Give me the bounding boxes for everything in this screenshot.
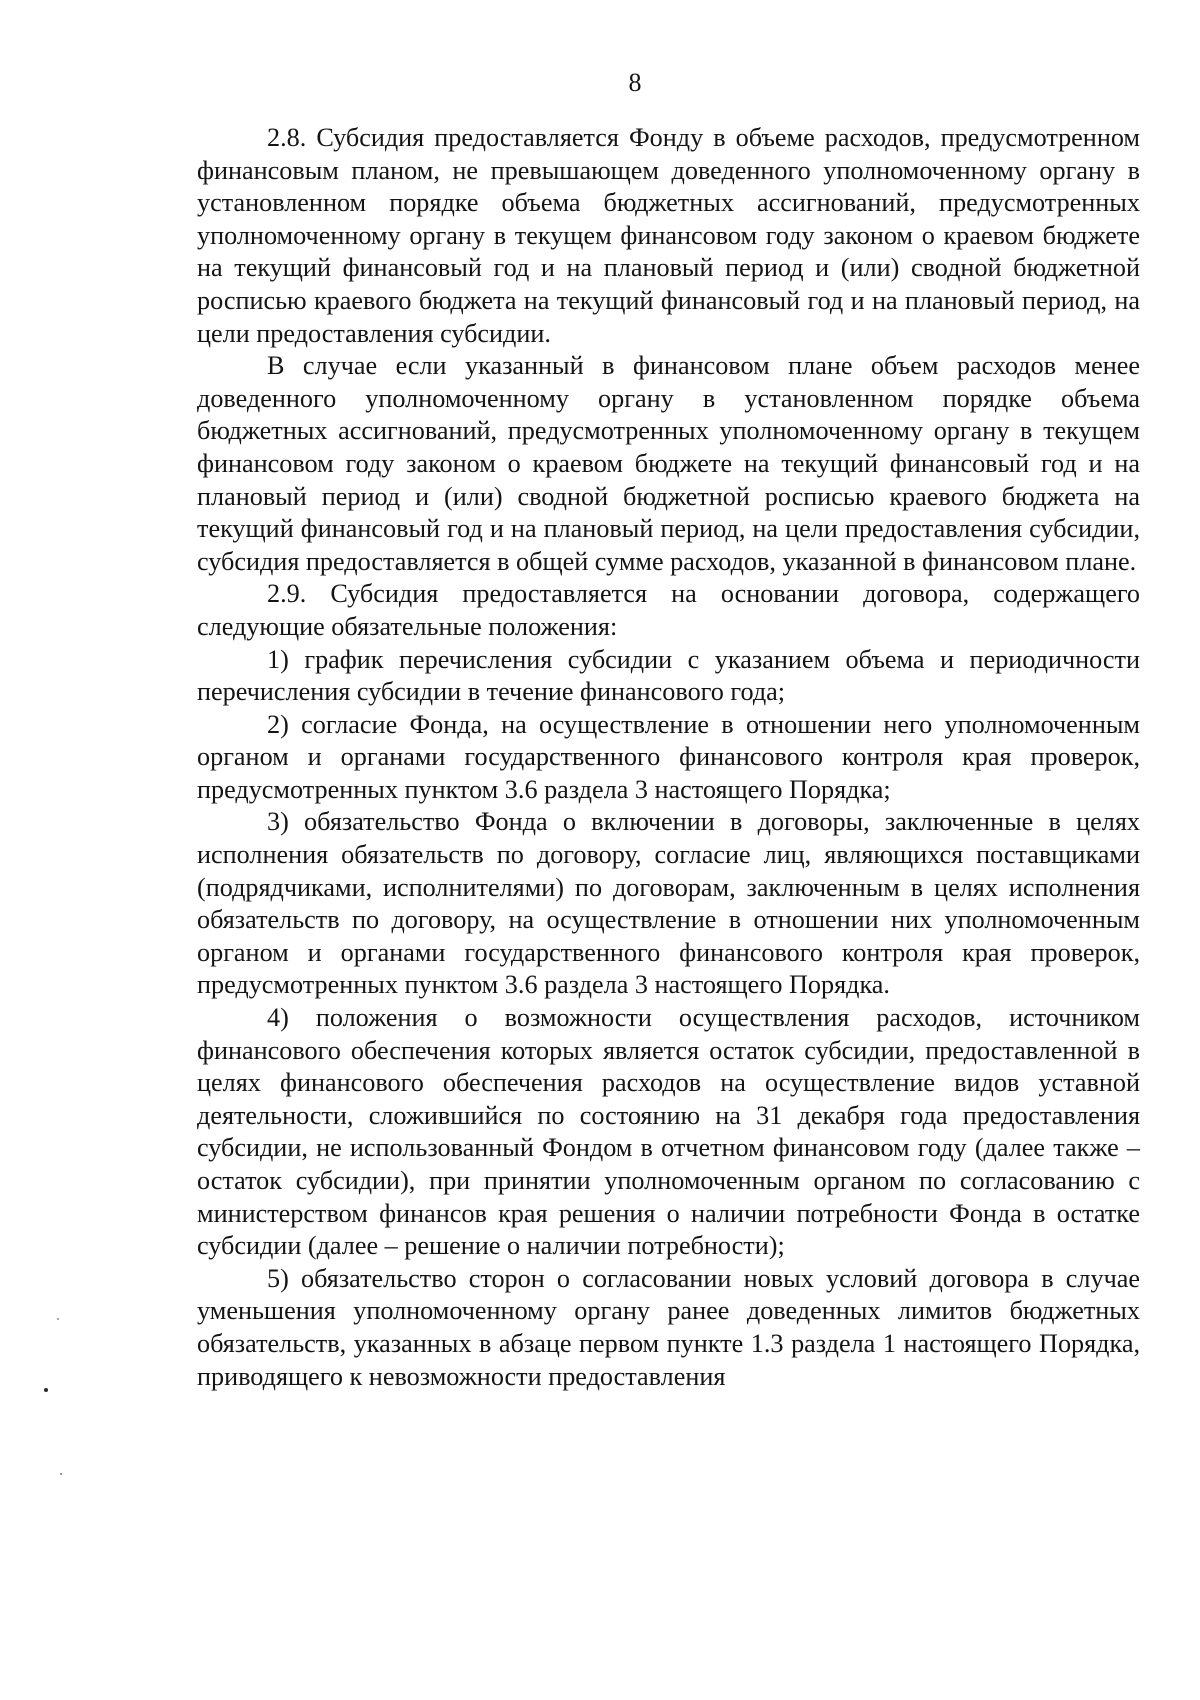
scan-speck — [57, 1318, 59, 1320]
list-item-2: 2) согласие Фонда, на осуществление в отношении него уполномоченным органом и органами государственного финансового контроля края проверок, предусмотренных пунктом 3.6 раздела 3 настоящего Порядка; — [197, 709, 1140, 804]
paragraph-2-9: 2.9. Субсидия предоставляется на основании договора, содержащего следующие обязательные положения: — [197, 579, 1140, 641]
list-item-4: 4) положения о возможности осуществления расходов, источником финансового обеспечения которых является остаток субсидии, предоставленной в целях финансового обеспечения расходов на осуществление видов уставной деятельности, сложившийся по состоянию на 31 декабря года предоставления субсидии, не использованный Фондом в отчетном финансовом году (далее также – остаток субсидии), при принятии уполномоченным органом по согласованию с министерством финансов края решения о наличии потребности Фонда в остатке субсидии (далее – решение о наличии потребности); — [197, 1003, 1140, 1261]
list-item-1: 1) график перечисления субсидии с указанием объема и периодичности перечисления субсидии в течение финансового года; — [197, 644, 1140, 707]
paragraph-2-8: 2.8. Субсидия предоставляется Фонду в объеме расходов, предусмотренном финансовым планом, не превышающем доведенного уполномоченному органу в установленном порядке объема бюджетных ассигнований, предусмотренных уполномоченному органу в текущем финансовом году законом о краевом бюджете на текущий финансовый год и на плановый период и (или) сводной бюджетной росписью краевого бюджета на текущий финансовый год и на плановый период, на цели предоставления субсидии. — [197, 123, 1140, 348]
page-number: 8 — [628, 68, 642, 97]
scan-speck — [44, 1388, 48, 1392]
scan-speck — [60, 1473, 62, 1475]
list-item-3: 3) обязательство Фонда о включении в договоры, заключенные в целях исполнения обязательств по договору, согласие лиц, являющихся поставщиками (подрядчиками, исполнителями) по договорам, заключенным в целях исполнения обязательств по договору, на осуществление в отношении них уполномоченным органом и органами государственного финансового контроля края проверок, предусмотренных пунктом 3.6 раздела 3 настоящего Порядка. — [197, 807, 1140, 1000]
list-item-5: 5) обязательство сторон о согласовании новых условий договора в случае уменьшения уполномоченному органу ранее доведенных лимитов бюджетных обязательств, указанных в абзаце первом пункте 1.3 раздела 1 настоящего Порядка, приводящего к невозможности предоставления — [197, 1263, 1140, 1391]
paragraph-2-8-continuation: В случае если указанный в финансовом плане объем расходов менее доведенного уполномоченному органу в установленном порядке объема бюджетных ассигнований, предусмотренных уполномоченному органу в текущем финансовом году законом о краевом бюджете на текущий финансовый год и на плановый период и (или) сводной бюджетной росписью краевого бюджета на текущий финансовый год и на плановый период, на цели предоставления субсидии, субсидия предоставляется в общей сумме расходов, указанной в финансовом плане. — [197, 351, 1140, 576]
document-body — [197, 122, 1140, 1393]
